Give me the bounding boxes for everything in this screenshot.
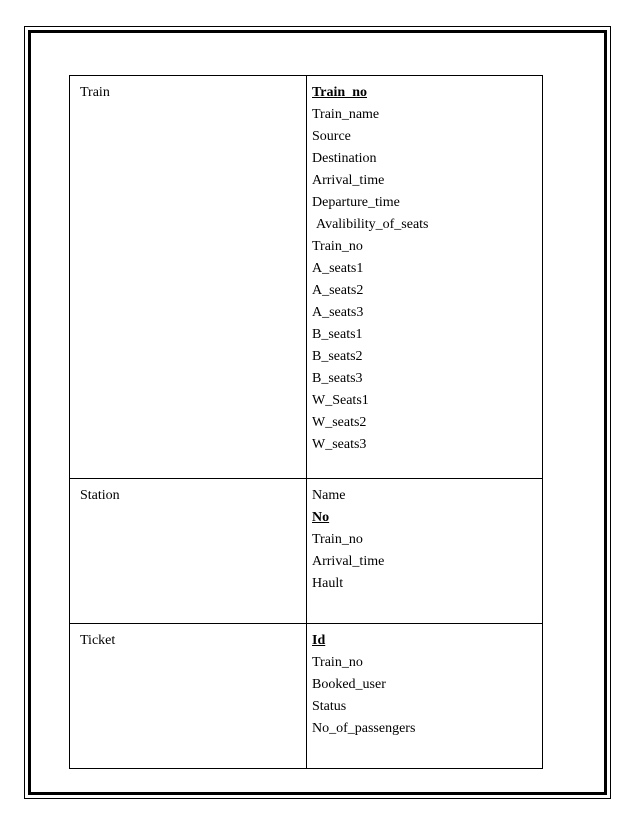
attribute-list-station bbox=[307, 479, 543, 624]
attribute: Train_no bbox=[312, 655, 363, 670]
attribute: Train_name bbox=[312, 107, 380, 122]
table-row-station bbox=[70, 479, 543, 624]
attribute: W_seats2 bbox=[312, 415, 367, 430]
attribute-list-train bbox=[307, 76, 543, 479]
entity-name: Train bbox=[80, 85, 110, 100]
attribute: Source bbox=[312, 129, 351, 144]
attribute: A_seats1 bbox=[312, 261, 364, 276]
attribute: Avalibility_of_seats bbox=[316, 217, 429, 232]
table-row-ticket bbox=[70, 624, 543, 769]
entity-cell-train bbox=[70, 76, 307, 479]
table-row-train bbox=[70, 76, 543, 479]
entity-name: Ticket bbox=[80, 633, 116, 648]
attribute-list-ticket bbox=[307, 624, 543, 769]
attribute: W_seats3 bbox=[312, 437, 367, 452]
attribute: Departure_time bbox=[312, 195, 400, 210]
attribute: Train_no bbox=[312, 532, 363, 547]
attribute: Name bbox=[312, 488, 346, 503]
attribute-primary-key: Train_no bbox=[312, 85, 367, 100]
attribute: B_seats1 bbox=[312, 327, 363, 342]
attribute: A_seats2 bbox=[312, 283, 364, 298]
schema-table bbox=[69, 75, 543, 769]
attribute: W_Seats1 bbox=[312, 393, 369, 408]
attribute-primary-key: No bbox=[312, 510, 330, 525]
attribute: Arrival_time bbox=[312, 554, 385, 569]
entity-name: Station bbox=[80, 488, 120, 503]
entity-cell-ticket bbox=[70, 624, 307, 769]
attribute-primary-key: Id bbox=[312, 633, 326, 648]
attribute: Arrival_time bbox=[312, 173, 385, 188]
attribute: Train_no bbox=[312, 239, 363, 254]
attribute: B_seats3 bbox=[312, 371, 363, 386]
attribute: A_seats3 bbox=[312, 305, 364, 320]
attribute: Hault bbox=[312, 576, 344, 591]
attribute: No_of_passengers bbox=[312, 721, 416, 736]
attribute: Destination bbox=[312, 151, 377, 166]
attribute: Status bbox=[312, 699, 347, 714]
attribute: B_seats2 bbox=[312, 349, 363, 364]
entity-cell-station bbox=[70, 479, 307, 624]
attribute: Booked_user bbox=[312, 677, 386, 692]
